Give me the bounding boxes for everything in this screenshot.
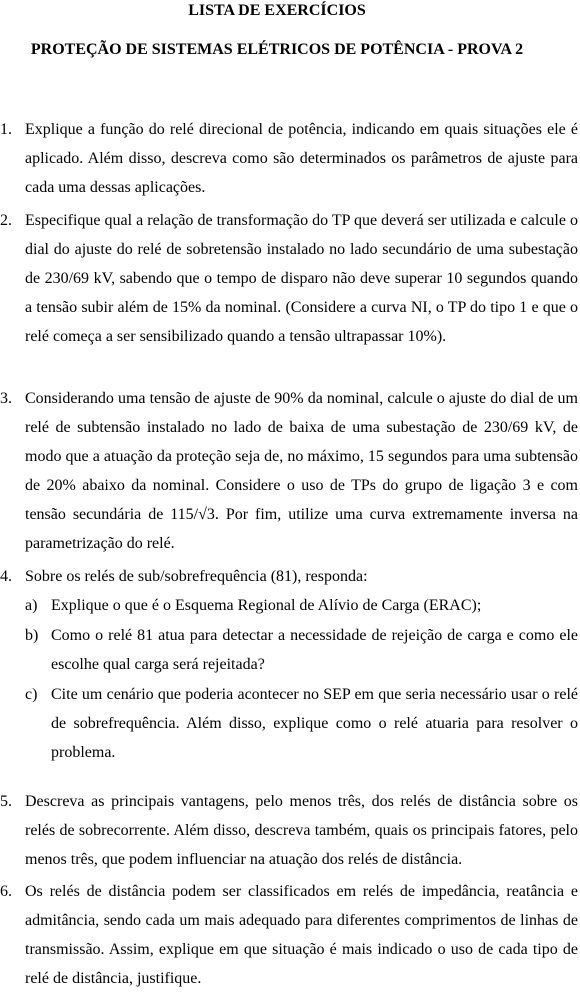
document-title: LISTA DE EXERCÍCIOS	[188, 2, 366, 19]
subitem-letter: b)	[25, 627, 39, 644]
question-number: 4.	[0, 568, 12, 585]
subitem-b	[0, 621, 580, 679]
question-number: 6.	[0, 883, 12, 900]
question-6	[0, 877, 580, 993]
subitem-letter: c)	[25, 686, 38, 703]
question-text: Sobre os relés de sub/sobrefrequência (81), responda:	[25, 568, 368, 585]
question-text: Explique a função do relé direcional de potência, indicando em quais situações ele é aplicado. Além disso, descreva como são determinados os parâmetros de ajuste para cada uma dessas aplicações.	[25, 121, 578, 196]
subitem-text: Como o relé 81 atua para detectar a necessidade de rejeição de carga e como ele escolhe qual carga será rejeitada?	[51, 627, 578, 673]
question-5	[0, 787, 580, 874]
subitem-letter: a)	[25, 597, 38, 614]
subitem-c	[0, 680, 580, 767]
question-text: Considerando uma tensão de ajuste de 90% da nominal, calcule o ajuste do dial de um relé de subtensão instalado no lado de baixa de uma subestação de 230/69 kV, de modo que a atuação da proteção seja de, no máximo, 15 segundos para uma subtensão de 20% abaixo da nominal. Considere o uso de TPs do grupo de ligação 3 e com tensão secundária de 115/√3. Por fim, utilize uma curva extremamente inversa na parametrização do relé.	[25, 390, 578, 552]
question-number: 3.	[0, 390, 12, 407]
document-subtitle: PROTEÇÃO DE SISTEMAS ELÉTRICOS DE POTÊNCIA - PROVA 2	[30, 41, 524, 58]
subitem-a	[0, 591, 580, 620]
question-text: Especifique qual a relação de transformação do TP que deverá ser utilizada e calcule o dial do ajuste do relé de sobretensão instalado no lado secundário de uma subestação de 230/69 kV, sabendo que o tempo de disparo não deve superar 10 segundos quando a tensão subir além de 15% da nominal. (Considere a curva NI, o TP do tipo 1 e que o relé começa a ser sensibilizado quando a tensão ultrapassar 10%).	[25, 212, 578, 345]
question-number: 2.	[0, 212, 12, 229]
question-text: Os relés de distância podem ser classificados em relés de impedância, reatância e admitância, sendo cada um mais adequado para diferentes comprimentos de linhas de transmissão. Assim, explique em que situação é mais indicado o uso de cada tipo de relé de distância, justifique.	[25, 883, 578, 987]
subitem-text: Cite um cenário que poderia acontecer no SEP em que seria necessário usar o relé de sobrefrequência. Além disso, explique como o relé atuaria para resolver o problema.	[51, 686, 578, 761]
question-3	[0, 384, 580, 558]
question-text: Descreva as principais vantagens, pelo menos três, dos relés de distância sobre os relés de sobrecorrente. Além disso, descreva também, quais os principais fatores, pelo menos três, que podem influenciar na atuação dos relés de distância.	[25, 793, 578, 868]
question-4	[0, 562, 580, 591]
question-number: 1.	[0, 121, 12, 138]
subitem-text: Explique o que é o Esquema Regional de Alívio de Carga (ERAC);	[51, 597, 482, 614]
question-2	[0, 206, 580, 351]
question-number: 5.	[0, 793, 12, 810]
question-1	[0, 115, 580, 202]
